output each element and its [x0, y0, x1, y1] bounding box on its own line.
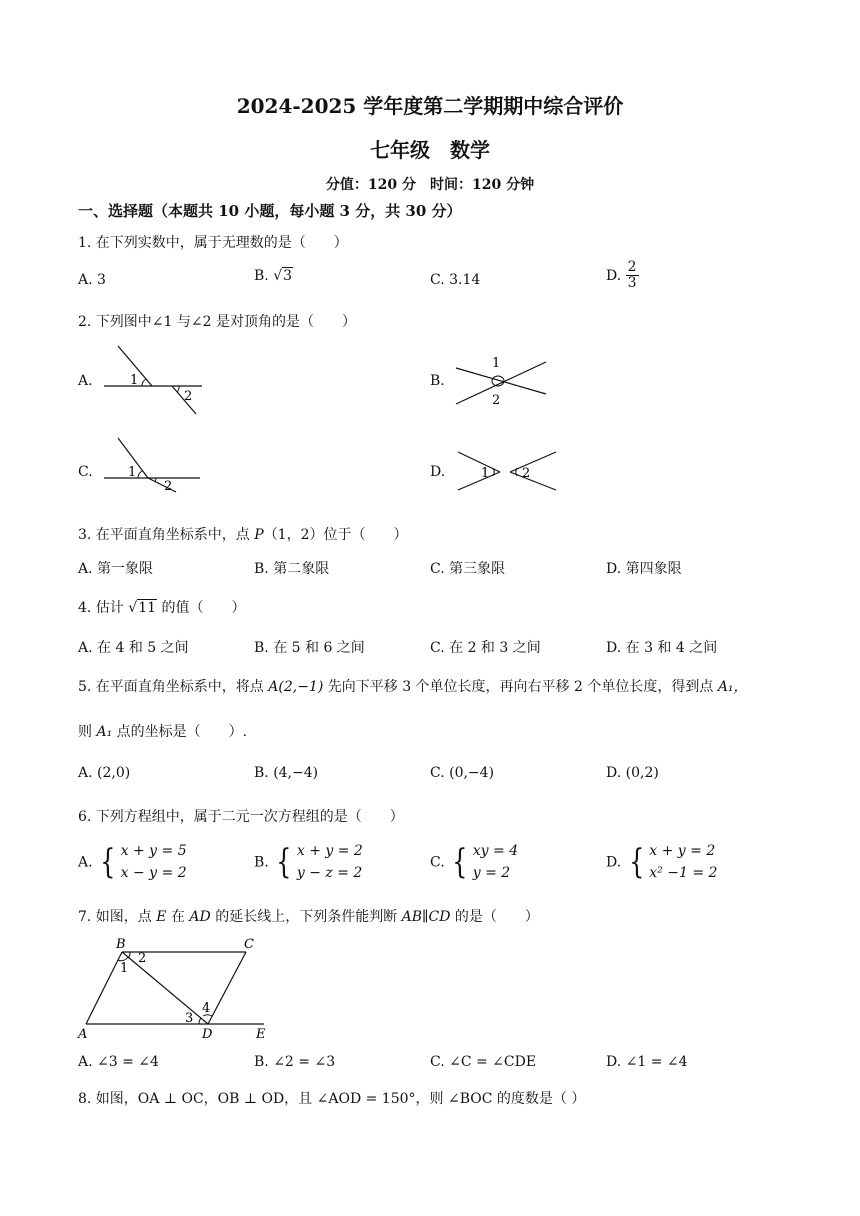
equation-row: x² −1 = 2	[649, 865, 718, 882]
q2-figure-d	[450, 446, 560, 494]
q6-option-c	[430, 840, 518, 885]
angle-label-1: 1	[120, 961, 129, 976]
q5-point-a: A(2,−1)	[268, 679, 324, 695]
angle-label-1: 1	[481, 466, 490, 481]
vertex-label-e: E	[256, 1027, 266, 1042]
equation-system	[626, 840, 718, 885]
q1-option-a: A. 3	[78, 272, 106, 288]
q4-stem	[78, 597, 245, 617]
q6-option-d-label: D.	[606, 854, 622, 871]
angle-label-1: 1	[492, 356, 501, 371]
fraction-numerator: 2	[627, 259, 637, 275]
equation-row: x + y = 2	[296, 843, 363, 859]
brace-icon: {	[100, 842, 116, 883]
q2-option-a-label: A.	[78, 373, 93, 389]
q3-option-c: C. 第三象限	[430, 561, 506, 577]
sqrt-symbol: √3	[273, 268, 293, 284]
q1-option-d	[606, 260, 639, 292]
q2-figure-c	[100, 436, 210, 496]
q1-option-b	[254, 268, 293, 284]
q4-radicand: 11	[138, 600, 157, 616]
q5-line1-post: 先向下平移 3 个单位长度，再向右平移 2 个单位长度，得到点	[323, 679, 718, 695]
equation-row: x + y = 2	[649, 843, 716, 859]
angle-label-2: 2	[522, 466, 531, 481]
q6-option-a	[78, 840, 187, 885]
q3-option-a: A. 第一象限	[78, 561, 154, 577]
q7-option-d: D. ∠1 = ∠4	[606, 1054, 688, 1070]
q4-stem-pre: 4. 估计	[78, 600, 129, 616]
exam-info: 分值：120 分 时间：120 分钟	[325, 177, 535, 193]
equation-row: xy = 4	[472, 843, 519, 859]
q2-figure-b	[450, 350, 550, 410]
q3-point-var: P	[254, 527, 264, 543]
vertex-label-d: D	[202, 1027, 213, 1042]
q4-option-c: C. 在 2 和 3 之间	[430, 640, 541, 656]
vertex-label-c: C	[244, 937, 254, 952]
brace-icon: {	[452, 842, 468, 883]
equation-row: x + y = 5	[120, 843, 187, 859]
q1-option-b-radicand: 3	[283, 268, 293, 284]
q5-option-a: A. (2,0)	[78, 765, 131, 781]
q4-option-a: A. 在 4 和 5 之间	[78, 640, 189, 656]
q7-point-e: E	[156, 909, 167, 925]
q6-option-b	[254, 840, 363, 885]
equation-system	[273, 840, 363, 885]
angle-label-1: 1	[130, 373, 139, 388]
q2-option-b-label: B.	[430, 373, 445, 389]
q6-option-a-label: A.	[78, 854, 93, 871]
q6-option-c-label: C.	[430, 854, 445, 871]
q3-stem	[78, 524, 408, 544]
q5-line-1	[78, 676, 748, 696]
grade-subject: 七年级 数学	[370, 138, 490, 162]
q5-line2-var: A₁	[96, 724, 113, 740]
q5-line1-pre: 5. 在平面直角坐标系中，将点	[78, 679, 269, 695]
q7-stem-mid2: 的延长线上，下列条件能判断	[210, 909, 402, 925]
q7-figure	[74, 930, 274, 1042]
q7-stem	[78, 906, 539, 926]
q5-line-2	[78, 721, 247, 741]
q7-segment-ad: AD	[189, 909, 211, 925]
angle-label-4: 4	[202, 1001, 211, 1016]
q4-stem-post: 的值（ ）	[157, 600, 246, 616]
fraction	[626, 260, 639, 292]
q4-option-b: B. 在 5 和 6 之间	[254, 640, 365, 656]
q7-option-c: C. ∠C = ∠CDE	[430, 1054, 537, 1070]
vertex-label-a: A	[78, 1027, 88, 1042]
q5-line2-pre: 则	[78, 724, 97, 740]
q5-line2-post: 点的坐标是（ ）.	[112, 724, 248, 740]
brace-icon: {	[276, 842, 292, 883]
q3-option-d: D. 第四象限	[606, 561, 682, 577]
angle-label-2: 2	[138, 951, 147, 966]
q6-option-b-label: B.	[254, 854, 269, 871]
equation-row: y = 2	[472, 865, 511, 882]
q2-stem: 2. 下列图中∠1 与∠2 是对顶角的是（ ）	[78, 314, 356, 330]
q2-option-d-label: D.	[430, 464, 446, 480]
q1-option-b-label: B.	[254, 268, 269, 284]
equation-row: x − y = 2	[120, 865, 187, 882]
q4-option-d: D. 在 3 和 4 之间	[606, 640, 718, 656]
q6-option-d	[606, 840, 717, 885]
equation-system	[97, 840, 187, 885]
q2-option-c-label: C.	[78, 464, 93, 480]
q6-stem: 6. 下列方程组中，属于二元一次方程组的是（ ）	[78, 809, 404, 825]
q8-stem: 8. 如图，OA ⊥ OC，OB ⊥ OD，且 ∠AOD = 150°，则 ∠BOC 的度数是（ ）	[78, 1091, 586, 1107]
exam-title: 2024-2025 学年度第二学期期中综合评价	[236, 94, 624, 118]
q7-relation: AB∥CD	[401, 909, 451, 925]
q3-stem-post: （1，2）位于（ ）	[263, 527, 408, 543]
angle-label-3: 3	[185, 1011, 194, 1026]
sqrt-symbol: √11	[128, 600, 157, 616]
q1-stem: 1. 在下列实数中，属于无理数的是（ ）	[78, 235, 348, 251]
q5-option-c: C. (0,−4)	[430, 765, 495, 781]
q1-option-c: C. 3.14	[430, 272, 481, 288]
q2-figure-a	[100, 344, 210, 418]
q3-option-b: B. 第二象限	[254, 561, 330, 577]
q1-option-d-label: D.	[606, 267, 622, 284]
q3-stem-pre: 3. 在平面直角坐标系中，点	[78, 527, 255, 543]
fraction-denominator: 3	[627, 275, 637, 292]
angle-label-2: 2	[492, 393, 501, 408]
q7-stem-pre: 7. 如图，点	[78, 909, 157, 925]
q5-option-b: B. (4,−4)	[254, 765, 319, 781]
angle-label-2: 2	[184, 389, 193, 404]
brace-icon: {	[628, 842, 645, 883]
q7-stem-mid1: 在	[166, 909, 190, 925]
vertex-label-b: B	[116, 937, 126, 952]
q7-stem-post: 的是（ ）	[450, 909, 539, 925]
equation-row: y − z = 2	[296, 865, 363, 882]
q7-option-b: B. ∠2 = ∠3	[254, 1054, 336, 1070]
q5-point-a1: A₁，	[717, 679, 748, 695]
angle-label-2: 2	[164, 479, 173, 494]
equation-system	[449, 840, 518, 885]
q7-option-a: A. ∠3 = ∠4	[78, 1054, 159, 1070]
q5-option-d: D. (0,2)	[606, 765, 659, 781]
section-heading: 一、选择题（本题共 10 小题，每小题 3 分，共 30 分）	[78, 202, 462, 220]
angle-label-1: 1	[128, 465, 137, 480]
